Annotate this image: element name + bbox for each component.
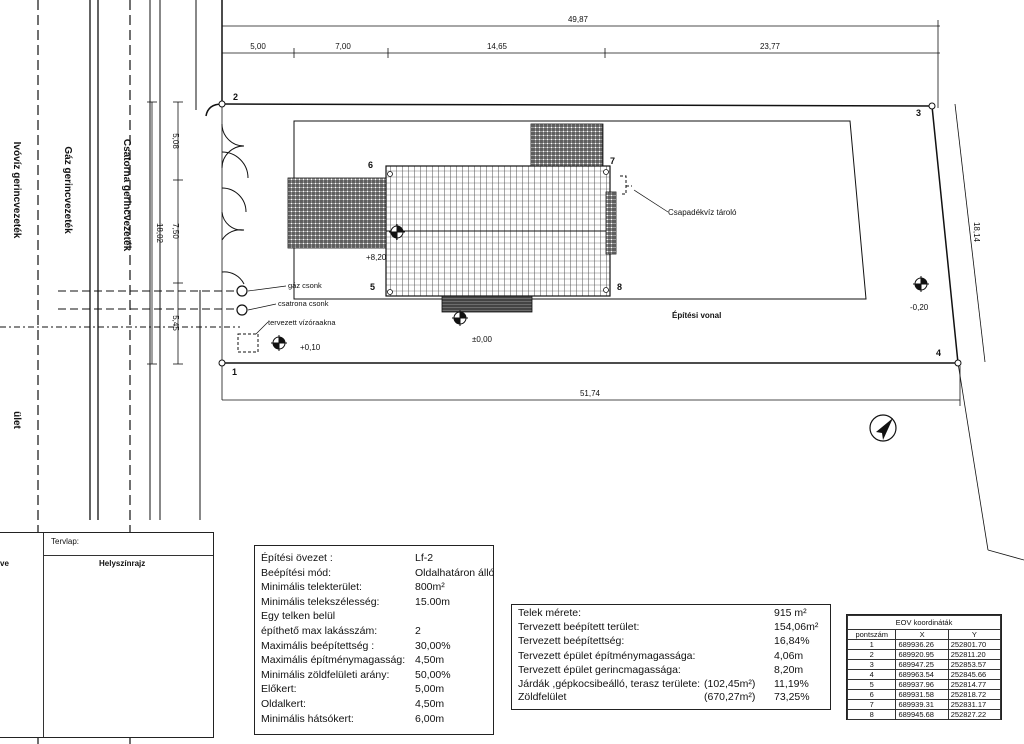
water-meter-shaft-symbol [238,334,258,352]
gas-main-label: Gáz gerincvezeték [62,146,73,234]
dim-seg-2: 7,00 [335,42,351,51]
point-3: 3 [916,108,922,118]
eov-header-y: Y [948,630,1000,640]
eov-cell-point: 6 [848,690,896,700]
eov-header-x: X [896,630,948,640]
zoning-table [254,545,494,735]
dim-left-seg-1: 5,08 [171,133,180,149]
stats-row-label: Járdák ,gépkocsibeálló, terasz területe: [518,678,701,690]
eov-cell-y: 252845.66 [948,670,1000,680]
dim-left-total: 18,02 [155,222,164,244]
zoning-row-label: Minimális telekszélesség: [261,595,380,608]
stats-row-value: 915 m² [774,607,807,619]
plan-name: Helyszínrajz [99,559,146,568]
eov-cell-y: 252814.77 [948,680,1000,690]
site-stats-table [511,604,831,710]
point-7: 7 [610,156,616,166]
eov-row [848,700,1001,710]
stats-row-value: 11,19% [774,678,809,690]
eov-cell-point: 4 [848,670,896,680]
building-left-wing [288,178,388,248]
zoning-row-value: Lf-2 [415,552,434,564]
eov-cell-point: 7 [848,700,896,710]
zoning-row-label: Előkert: [261,683,297,696]
eov-cell-y: 252811.20 [948,650,1000,660]
water-main-label: Ivóvíz gerincvezeték [11,141,22,239]
gas-stub-label: gáz csonk [288,281,322,290]
eov-cell-y: 252801.70 [948,640,1000,650]
stats-row-label: Telek mérete: [518,607,582,619]
north-arrow-icon [870,415,896,441]
building-top-annex [531,124,603,168]
zoning-row-value: 30,00% [415,639,451,652]
zoning-row-label: Építési övezet : [261,552,333,564]
zoning-row-value: 2 [415,625,421,637]
terrace-paving [442,296,532,312]
eov-cell-x: 689947.25 [896,660,948,670]
level-marker-entry [271,335,287,351]
dim-left-seg-3: 5,45 [171,315,180,331]
dim-seg-4: 23,77 [759,42,781,51]
zoning-row-label: Minimális telekterület: [261,581,362,594]
dim-seg-3: 14,65 [486,42,508,51]
zoning-row-label: Oldalkert: [261,698,306,710]
eov-cell-point: 2 [848,650,896,660]
sewer-stub-symbol [237,305,247,315]
zoning-row-label: Beépítési mód: [261,566,332,579]
point-6: 6 [368,160,374,170]
zoning-row-value: 6,00m [415,712,445,725]
zoning-row-value: 15.00m [415,595,451,608]
zoning-row-label: Minimális zöldfelületi arány: [261,668,390,681]
stats-row-label: Zöldfelület [518,691,567,703]
eov-cell-point: 8 [848,710,896,720]
eov-cell-x: 689936.26 [896,640,948,650]
eov-coordinates-table [846,614,1002,720]
stats-row-value: 73,25% [774,691,810,703]
stats-row-label: Tervezett épület gerincmagassága: [518,664,681,676]
stats-row-label: Tervezett beépített terület: [518,621,640,633]
dim-right-side: 18,14 [972,221,981,243]
eov-row [848,710,1001,720]
zoning-row-value: Oldalhatáron álló [415,566,495,579]
eov-header-point: pontszám [848,630,896,640]
eov-row [848,650,1001,660]
stats-row-label: Tervezett épület építménymagassága: [518,650,696,662]
dim-left-seg-2: 7,50 [171,223,180,239]
partial-left-label: ület [11,411,22,429]
level-marker-rear [913,276,929,292]
eov-row [848,660,1001,670]
point-1: 1 [232,367,238,377]
stats-row-extra: (102,45m²) [704,678,756,690]
eov-cell-y: 252827.22 [948,710,1000,720]
eov-cell-point: 3 [848,660,896,670]
entrance-gates [222,124,248,284]
zoning-row-label: Maximális beépítettség : [261,639,375,652]
point-5: 5 [370,282,376,292]
eov-cell-y: 252818.72 [948,690,1000,700]
level-ridge-label: +8,20 [366,253,387,262]
zoning-row-label: Egy telken belül [261,610,336,623]
level-rear-label: -0,20 [910,303,929,312]
eov-title: EOV koordináták [848,616,1001,630]
eov-cell-point: 1 [848,640,896,650]
eov-row [848,680,1001,690]
water-shaft-label: tervezett vízóraakna [268,318,336,327]
level-ground-label: ±0,00 [472,335,492,344]
stats-row-extra: (670,27m²) [704,691,756,703]
zoning-row-value: 4,50m [415,698,445,710]
building-side-annex [606,192,616,254]
zoning-row-label: építhető max lakásszám: [261,625,378,637]
point-2: 2 [233,92,239,102]
rainwater-tank-label: Csapadékvíz tároló [668,208,737,217]
rainwater-tank-symbol [620,176,632,194]
eov-row [848,640,1001,650]
stats-row-label: Tervezett beépítettség: [518,635,625,647]
zoning-row-label: Maximális építménymagasság: [261,654,406,667]
zoning-row-value: 50,00% [415,668,451,681]
level-entry-label: +0,10 [300,343,321,352]
zoning-row-value: 5,00m [415,683,445,696]
eov-cell-x: 689945.68 [896,710,948,720]
sewer-stub-label: csatrona csonk [278,299,329,308]
building-line-label: Építési vonal [672,311,722,320]
stats-row-value: 8,20m [774,664,804,676]
title-fragment: ve [0,559,9,568]
gas-stub-symbol [237,286,247,296]
dim-seg-1: 5,00 [250,42,266,51]
dim-top-total: 49,87 [567,15,589,24]
point-8: 8 [617,282,623,292]
dim-bottom-total: 51,74 [579,389,601,398]
stats-row-value: 154,06m² [774,621,819,633]
zoning-row-label: Minimális hátsókert: [261,712,354,725]
zoning-row-value: 4,50m [415,654,445,667]
sewer-main-label: Csatorna gerincvezeték [121,138,132,252]
eov-cell-y: 252831.17 [948,700,1000,710]
eov-cell-x: 689963.54 [896,670,948,680]
plan-label: Tervlap: [51,537,80,546]
title-block [0,532,214,738]
eov-cell-y: 252853.57 [948,660,1000,670]
eov-cell-x: 689920.95 [896,650,948,660]
eov-row [848,670,1001,680]
stats-row-value: 16,84% [774,635,810,647]
eov-row [848,690,1001,700]
point-4: 4 [936,348,942,358]
stats-row-value: 4,06m [774,650,804,662]
eov-cell-x: 689937.96 [896,680,948,690]
eov-cell-x: 689931.58 [896,690,948,700]
eov-cell-x: 689939.31 [896,700,948,710]
zoning-row-value: 800m² [415,581,445,594]
eov-cell-point: 5 [848,680,896,690]
